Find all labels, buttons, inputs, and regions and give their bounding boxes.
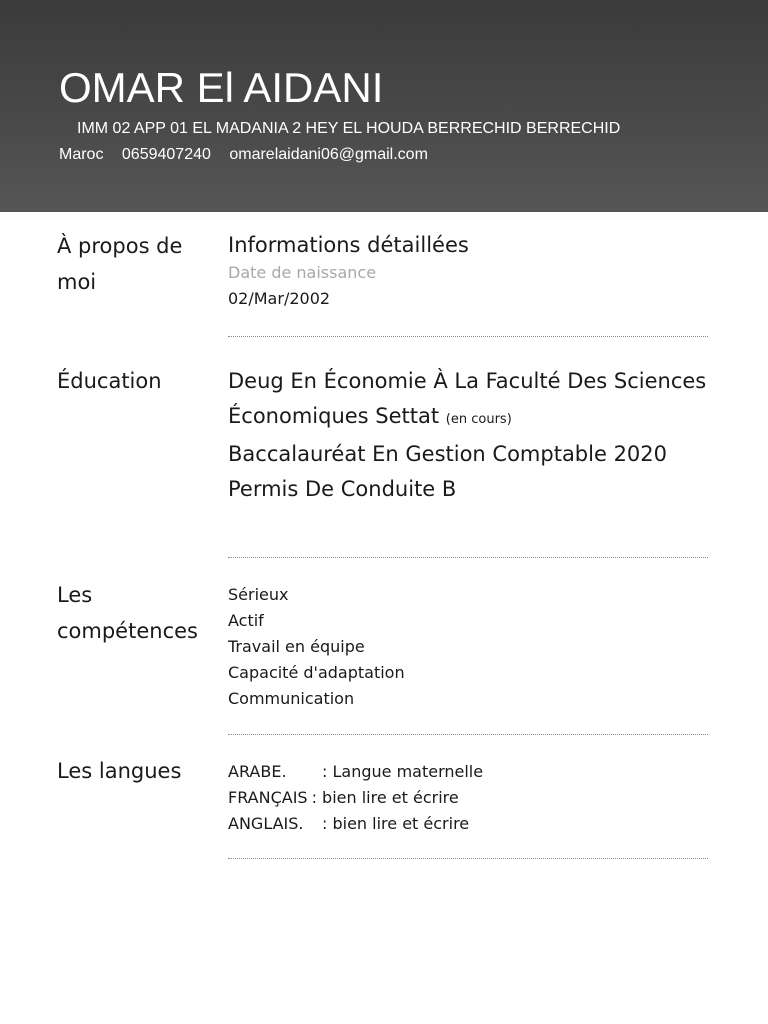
skills-list [228, 582, 708, 712]
language-row [228, 811, 708, 837]
contact-line [59, 144, 442, 166]
language-level: : Langue maternelle [322, 762, 484, 781]
country: Maroc [59, 146, 104, 163]
language-name: ARABE. [228, 762, 287, 781]
divider-languages [228, 858, 708, 859]
skill-item: Communication [228, 689, 355, 708]
language-name: ANGLAIS. [228, 814, 304, 833]
about-body [228, 230, 708, 312]
candidate-name: OMAR El AIDANI [59, 64, 384, 111]
languages-list [228, 759, 708, 837]
education-item-text: Deug En Économie À La Faculté Des Sciences Économiques Settat [228, 369, 707, 428]
divider-about [228, 336, 708, 337]
language-row [228, 759, 708, 785]
language-name: FRANÇAIS [228, 788, 308, 807]
phone-number: 0659407240 [121, 146, 211, 163]
education-list [228, 364, 708, 507]
education-item [228, 472, 708, 507]
details-heading: Informations détaillées [228, 233, 469, 257]
divider-education [228, 557, 708, 558]
birth-date-label: Date de naissance [228, 263, 377, 282]
language-row [228, 785, 708, 811]
education-item-text: Permis De Conduite B [228, 477, 457, 501]
birth-date-value: 02/Mar/2002 [228, 289, 331, 308]
education-label: Éducation [57, 369, 162, 393]
skills-label: Les compétences [57, 583, 198, 643]
skill-item: Capacité d'adaptation [228, 663, 405, 682]
header-banner [0, 0, 768, 212]
skill-item: Actif [228, 611, 264, 630]
divider-skills [228, 734, 708, 735]
address-line: IMM 02 APP 01 EL MADANIA 2 HEY EL HOUDA BERRECHID BERRECHID [77, 120, 621, 137]
language-level: : bien lire et écrire [322, 814, 470, 833]
education-item-note: (en cours) [445, 412, 512, 427]
education-item [228, 364, 708, 437]
about-label: À propos de moi [57, 234, 183, 294]
language-level: : bien lire et écrire [311, 788, 459, 807]
email-address: omarelaidani06@gmail.com [229, 146, 428, 163]
education-item-text: Baccalauréat En Gestion Comptable 2020 [228, 442, 668, 466]
education-item [228, 437, 708, 472]
skill-item: Sérieux [228, 585, 289, 604]
skill-item: Travail en équipe [228, 637, 365, 656]
languages-label: Les langues [57, 759, 182, 783]
